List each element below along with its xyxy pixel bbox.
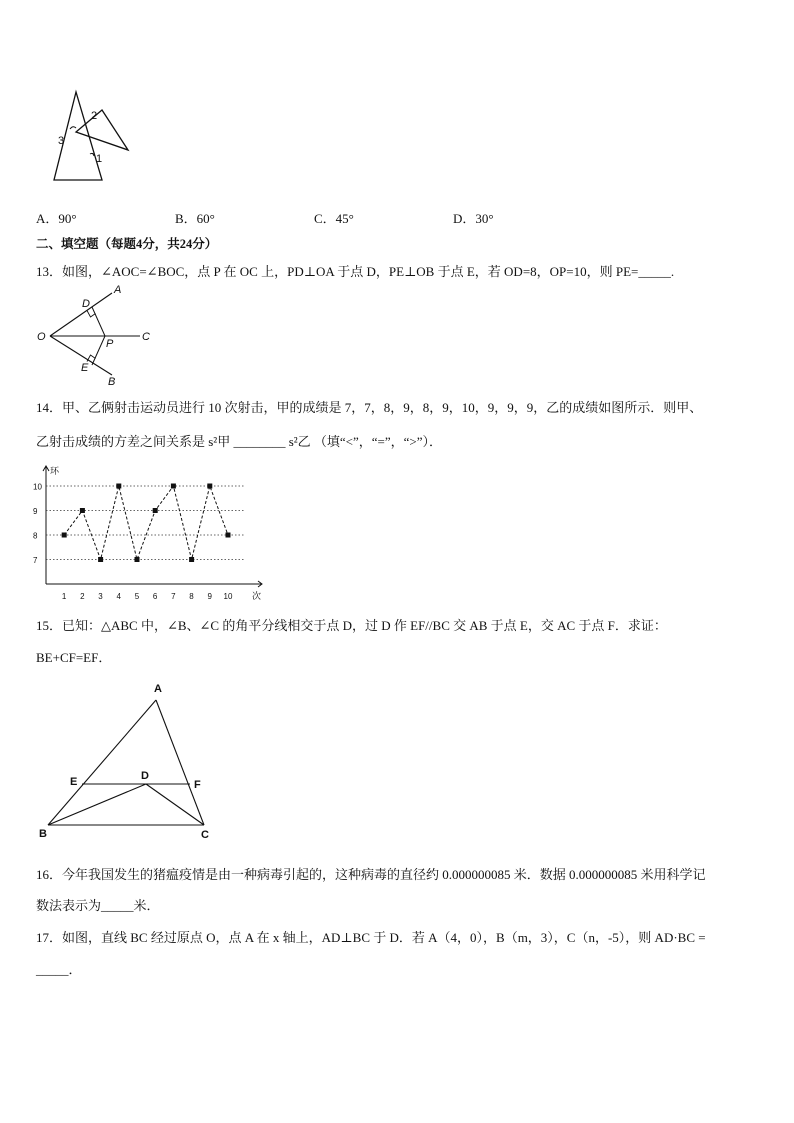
x-tick-label: 9 bbox=[207, 592, 212, 601]
angle-label-1: 1 bbox=[96, 153, 103, 165]
q13-text: 13．如图，∠AOC=∠BOC，点 P 在 OC 上，PD⊥OA 于点 D，PE⊥OB 于点 E，若 OD=8，OP=10，则 PE=_____. bbox=[36, 264, 675, 279]
choice-b[interactable]: B．60° bbox=[175, 211, 215, 226]
angle-label-2: 2 bbox=[91, 110, 98, 122]
q13-label-b: B bbox=[108, 376, 116, 388]
x-tick-label: 6 bbox=[152, 592, 158, 601]
angle-label-3: 3 bbox=[58, 135, 65, 147]
q13-label-e: E bbox=[81, 362, 89, 374]
q17-line2: _____． bbox=[36, 962, 82, 977]
q13-label-d: D bbox=[82, 298, 90, 310]
data-point bbox=[80, 508, 85, 513]
q16-line1: 16．今年我国发生的猪瘟疫情是由一种病毒引起的，这种病毒的直径约 0.000000085 米．数据 0.000000085 米用科学记 bbox=[36, 867, 706, 882]
x-tick-label: 3 bbox=[98, 592, 103, 601]
y-tick-label: 7 bbox=[33, 556, 38, 565]
q15-line2: BE+CF=EF． bbox=[36, 650, 112, 665]
q15-figure bbox=[36, 680, 221, 845]
y-tick-label: 10 bbox=[33, 482, 42, 492]
q15-label-e: E bbox=[70, 776, 78, 788]
x-tick-label: 8 bbox=[189, 592, 194, 601]
data-point bbox=[189, 557, 194, 562]
x-axis-label: 次 bbox=[252, 591, 262, 601]
q15-line1: 15．已知：△ABC 中，∠B、∠C 的角平分线相交于点 D，过 D 作 EF//BC 交 AB 于点 E，交 AC 于点 F．求证： bbox=[36, 618, 667, 633]
data-point bbox=[98, 557, 103, 562]
y-tick-label: 8 bbox=[33, 531, 38, 541]
data-point bbox=[62, 533, 67, 538]
x-tick-label: 2 bbox=[80, 592, 85, 601]
y-tick-label: 9 bbox=[33, 507, 38, 516]
x-tick-label: 5 bbox=[134, 592, 140, 601]
choice-d[interactable]: D．30° bbox=[453, 211, 494, 226]
section-title: 二、填空题（每题4分，共24分） bbox=[36, 237, 218, 251]
q16-line2: 数法表示为_____米． bbox=[36, 898, 160, 913]
x-tick-label: 7 bbox=[171, 592, 176, 601]
q15-label-b: B bbox=[39, 828, 47, 840]
q13-figure bbox=[34, 283, 164, 388]
series-line bbox=[64, 486, 228, 560]
data-point bbox=[226, 533, 231, 538]
q13-label-o: O bbox=[37, 331, 46, 343]
q13-label-p: P bbox=[106, 338, 114, 350]
q13-label-c: C bbox=[142, 331, 150, 343]
x-tick-label: 10 bbox=[223, 592, 233, 601]
data-point bbox=[207, 484, 212, 489]
q15-label-c: C bbox=[201, 829, 209, 841]
q17-line1: 17．如图，直线 BC 经过原点 O，点 A 在 x 轴上，AD⊥BC 于 D．若 A（4，0），B（m，3），C（n，-5），则 AD·BC = bbox=[36, 930, 706, 945]
data-point bbox=[171, 484, 176, 489]
triangle-right bbox=[76, 110, 128, 150]
q15-label-f: F bbox=[194, 779, 201, 791]
x-tick-label: 1 bbox=[61, 592, 67, 601]
q15-label-a: A bbox=[154, 683, 162, 695]
data-point bbox=[135, 557, 140, 562]
choice-a[interactable]: A．90° bbox=[36, 211, 77, 226]
x-tick-label: 4 bbox=[116, 592, 121, 601]
q15-label-d: D bbox=[141, 770, 149, 782]
data-point bbox=[116, 484, 121, 489]
y-axis-label: 环 bbox=[50, 466, 60, 476]
q14-line1: 14．甲、乙俩射击运动员进行 10 次射击，甲的成绩是 7，7，8，9，8，9，10，9，9，9，乙的成绩如图所示．则甲、 bbox=[36, 400, 703, 415]
data-point bbox=[153, 508, 158, 513]
q13-label-a: A bbox=[114, 284, 122, 296]
triangles-figure bbox=[46, 88, 136, 182]
score-chart bbox=[30, 463, 270, 608]
q14-line2: 乙射击成绩的方差之间关系是 s²甲 ________ s²乙 （填“<”，“=”，“>”）． bbox=[36, 434, 443, 449]
choice-c[interactable]: C．45° bbox=[314, 211, 354, 226]
